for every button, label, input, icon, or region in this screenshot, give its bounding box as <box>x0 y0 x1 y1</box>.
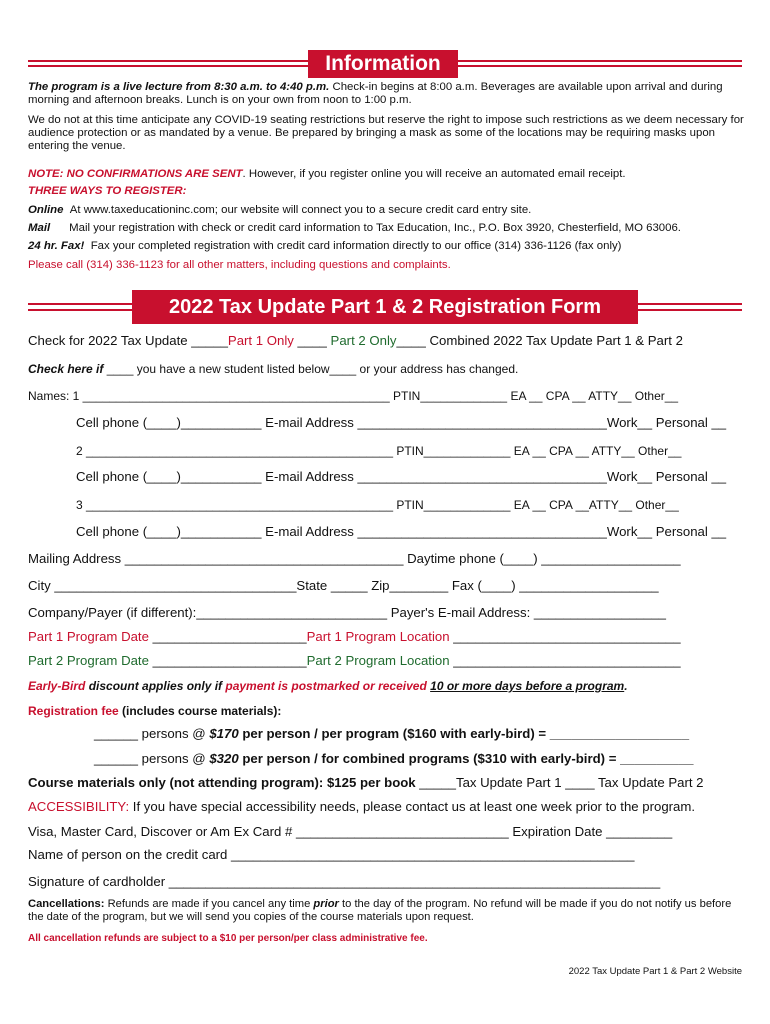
footer-label: 2022 Tax Update Part 1 & Part 2 Website <box>568 966 742 977</box>
registration-fee-rest: (includes course materials): <box>118 704 282 718</box>
part2-only-option[interactable]: Part 2 Only <box>330 333 397 348</box>
cancellations-text-a: Refunds are made if you cancel any time <box>104 898 314 910</box>
fee1-price: $170 <box>209 726 239 741</box>
course-materials-label: Course materials only (not attending program): $125 per book <box>28 775 416 790</box>
registration-form-title: 2022 Tax Update Part 1 & 2 Registration Form <box>132 290 638 324</box>
course-materials-options: _____Tax Update Part 1 ____ Tax Update Part 2 <box>415 775 704 790</box>
name-row-1[interactable]: Names: 1 ______________________________________________ PTIN_____________ EA __ CPA __ ATTY__ Other__ <box>28 389 679 403</box>
cell-row-2[interactable]: Cell phone (____)___________ E-mail Address __________________________________Work__ Personal __ <box>76 469 727 484</box>
mail-text: Mail your registration with check or credit card information to Tax Education, Inc., P.O. Box 3920, Chesterfield, MO 63006. <box>69 222 681 234</box>
program-hours-lead: The program is a live lecture from 8:30 a.m. to 4:40 p.m. <box>28 81 330 93</box>
name-row-3[interactable]: 3 ______________________________________________ PTIN_____________ EA __ CPA __ATTY__ Other__ <box>76 498 679 512</box>
cancellations-label: Cancellations: <box>28 898 105 910</box>
part2-date-label: Part 2 Program Date <box>28 653 149 668</box>
part1-date-field[interactable]: _____________________ <box>148 629 307 644</box>
registration-form-header <box>28 290 742 324</box>
fax-text: Fax your completed registration with credit card information directly to our office (314) 336-1126 (fax only) <box>90 240 622 252</box>
part2-program-row <box>28 653 681 669</box>
part1-program-row <box>28 629 681 645</box>
online-text: At www.taxeducationinc.com; our website will connect you to a secure credit card entry site. <box>69 204 532 216</box>
part1-location-label: Part 1 Program Location <box>306 629 450 644</box>
accessibility-row <box>28 799 695 815</box>
note-lead: NOTE: NO CONFIRMATIONS ARE SENT <box>28 168 243 180</box>
part2-location-field[interactable]: _______________________________ <box>449 653 681 668</box>
fee-line-combined[interactable] <box>94 751 693 767</box>
mailing-address-row[interactable]: Mailing Address ______________________________________ Daytime phone (____) ___________________ <box>28 551 681 566</box>
fax-label: 24 hr. Fax! <box>28 240 85 252</box>
covid-paragraph: We do not at this time anticipate any COVID-19 seating restrictions but reserve the right to impose such restrictions as we deem necessary for audience protection or as mandated by a venue. Be prepared by bringing a mask as some of the locations may be requiring masks upon entering the venue. <box>28 114 744 152</box>
name-row-2[interactable]: 2 ______________________________________________ PTIN_____________ EA __ CPA __ ATTY__ Other__ <box>76 444 682 458</box>
fee2-price: $320 <box>209 751 239 766</box>
three-ways-heading: THREE WAYS TO REGISTER: <box>28 185 187 197</box>
fee1-rest: per person / per program ($160 with early-bird) = ___________________ <box>238 726 690 741</box>
cancellations-prior: prior <box>313 898 339 910</box>
early-bird-label: Early-Bird <box>28 679 86 693</box>
company-row[interactable]: Company/Payer (if different):__________________________ Payer's E-mail Address: __________________ <box>28 605 666 620</box>
early-bird-period: . <box>624 679 628 693</box>
early-bird-row <box>28 678 628 694</box>
online-line <box>28 204 744 217</box>
cancellations-paragraph <box>28 898 744 924</box>
part1-only-option[interactable]: Part 1 Only <box>227 333 294 348</box>
cardholder-name-row[interactable]: Name of person on the credit card _______________________________________________________ <box>28 847 635 862</box>
check-here-row <box>28 361 518 377</box>
cell-row-1[interactable]: Cell phone (____)___________ E-mail Address __________________________________Work__ Personal __ <box>76 415 727 430</box>
fee2-rest: per person / for combined programs ($310 with early-bird) = __________ <box>238 751 694 766</box>
cancellation-fee-note: All cancellation refunds are subject to a $10 per person/per class administrative fee. <box>28 933 428 944</box>
note-rest: . However, if you register online you will receive an automated email receipt. <box>242 168 626 180</box>
early-bird-days: 10 or more days before a program <box>430 679 625 693</box>
program-hours-paragraph <box>28 81 744 107</box>
accessibility-text: If you have special accessibility needs, please contact us at least one week prior to the program. <box>129 799 696 814</box>
early-bird-postmark: payment is postmarked or received <box>225 679 427 693</box>
check-here-rest[interactable]: ____ you have a new student listed below____ or your address has changed. <box>103 362 519 376</box>
fee1-persons: ______ persons @ <box>94 726 210 741</box>
fax-line <box>28 240 744 253</box>
note-paragraph <box>28 168 744 181</box>
cancellations-text-b: to the day of the program. No refund will be made if you do not notify us before the date of the program, but we will send you copies of the course materials upon request. <box>28 898 732 923</box>
registration-fee-row <box>28 703 281 719</box>
course-materials-row[interactable] <box>28 775 704 791</box>
part1-location-field[interactable]: _______________________________ <box>449 629 681 644</box>
part1-date-label: Part 1 Program Date <box>28 629 149 644</box>
part2-blank: ____ <box>293 333 331 348</box>
mail-line <box>28 222 744 235</box>
accessibility-label: ACCESSIBILITY: <box>28 799 130 814</box>
fee2-persons: ______ persons @ <box>94 751 210 766</box>
registration-fee-label: Registration fee <box>28 704 119 718</box>
check-for-label: Check for 2022 Tax Update _____ <box>28 333 228 348</box>
cell-row-3[interactable]: Cell phone (____)___________ E-mail Address __________________________________Work__ Personal __ <box>76 524 727 539</box>
signature-row[interactable]: Signature of cardholder ___________________________________________________________________ <box>28 874 661 889</box>
fee-line-per-program[interactable] <box>94 726 689 742</box>
combined-option[interactable]: ____ Combined 2022 Tax Update Part 1 & Part 2 <box>396 333 683 348</box>
program-hours-rest: Check-in begins at 8:00 a.m. Beverages are available upon arrival and during morning and afternoon breaks. Lunch is on your own from noon to 1:00 p.m. <box>28 81 723 106</box>
information-header <box>28 50 742 78</box>
mail-label: Mail <box>28 222 51 234</box>
check-here-lead: Check here if <box>28 362 104 376</box>
credit-card-row[interactable]: Visa, Master Card, Discover or Am Ex Card # _____________________________ Expiration Date _________ <box>28 824 673 839</box>
information-title: Information <box>308 50 458 78</box>
part2-location-label: Part 2 Program Location <box>306 653 450 668</box>
city-row[interactable]: City _________________________________State _____ Zip________ Fax (____) ___________________ <box>28 578 659 593</box>
early-bird-text: discount applies only if <box>85 679 226 693</box>
online-label: Online <box>28 204 64 216</box>
call-line: Please call (314) 336-1123 for all other matters, including questions and complaints. <box>28 259 451 271</box>
check-program-row <box>28 333 683 349</box>
part2-date-field[interactable]: _____________________ <box>148 653 307 668</box>
